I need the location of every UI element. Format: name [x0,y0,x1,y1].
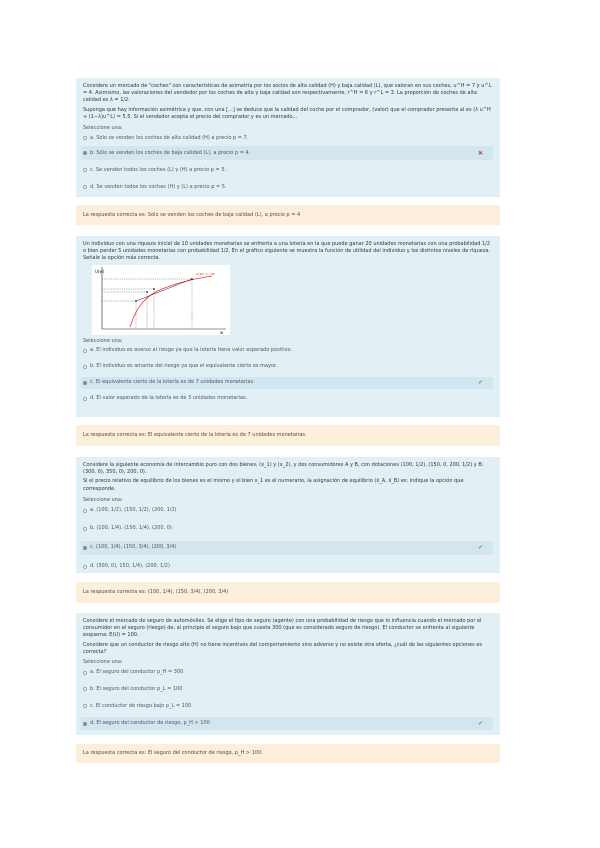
option-c[interactable] [83,163,493,177]
option-b[interactable] [83,522,493,536]
select-label: Seleccione una: [83,125,123,132]
question-3-stem-2: Si el precio relativo de equilibrio de los bienes es el mismo y el bien x_1 es el numerario, la asignación de equilibrio (x̄_A, x̄_B) es: indique la opción que corresponde. [83,478,464,492]
option-d[interactable] [83,393,493,405]
radio-button[interactable] [83,185,87,189]
correct-answer-text: La respuesta correcta es: El equivalente cierto de la lotería es de 7 unidades monetarias. [83,432,307,438]
utility-graph [92,265,230,335]
radio-button[interactable] [83,381,87,385]
option-a[interactable] [83,133,493,143]
incorrect-icon: ✖ [477,149,483,157]
curve-label: u(w) = √w [196,271,215,276]
option-d[interactable] [83,180,493,194]
x-axis-label: w [220,329,224,335]
radio-button[interactable] [83,365,87,369]
select-label: Seleccione una: [83,337,123,344]
lottery-chord [136,279,192,301]
correct-answer-text: La respuesta correcta es: El seguro del conductor de riesgo, p_H > 100. [83,750,263,756]
option-label: c. El conductor de riesgo bajo p_L = 100 [90,702,192,709]
correct-check-icon: ✔ [477,720,483,728]
correct-check-icon: ✔ [477,379,483,387]
radio-button[interactable] [83,565,87,569]
option-d[interactable] [83,560,493,574]
radio-button[interactable] [83,527,87,531]
radio-button[interactable] [83,151,87,155]
question-2-stem: Un individuo con una riqueza inicial de 10 unidades monetarias se enfrenta a una lotería en la que puede ganar 20 unidades monetarias con una probabilidad 1/2 o bien perder 5 unidades monetarias con probabilidad 1/2. En el gráfico siguiente se muestra la función de utilidad del individuo y los distintos niveles de riqueza. Señale la opción más correcta. [83,241,491,262]
option-label: c. El equivalente cierto de la lotería es de 7 unidades monetarias. [90,379,255,386]
option-b[interactable] [83,683,493,695]
option-label: a. Sólo se venden los coches de alta calidad (H) a precio p = 7. [90,134,249,141]
option-c[interactable] [81,377,493,389]
radio-button[interactable] [83,687,87,691]
question-2 [76,236,500,417]
select-label: Seleccione una: [83,496,123,503]
question-4-stem: Considere el mercado de seguro de automóviles. Se elige el tipo de seguro (agente) con una probabilidad de riesgo que lo influencia cuando el mercado por el consumidor en el seguro (riesgo) de, al principio el seguro bajo que cuesta 300 (que es considerado seguro de riesgo). El conductor se enfrenta al siguiente esquema: E(U) = 100. [83,618,482,639]
radio-button[interactable] [83,136,87,140]
option-c[interactable] [81,541,493,555]
option-label: c. Se venden todos los coches (L) y (H) a precio p = 5. [90,166,227,173]
option-label: d. Se venden todos los coches (H) y (L) a precio p = 5. [90,183,227,190]
question-3-feedback [76,582,500,603]
question-4-stem-2: Considere que un conductor de riesgo alto (H) no tiene incentivos del comportamiento sino adverso y no existe otra oferta, ¿cuál de las siguientes opciones es correcta? [83,641,482,655]
option-label: b. El seguro del conductor p_L = 100 [90,685,183,692]
option-label: c. (100, 1/4), (150, 3/4), (200, 3/4) [90,544,177,551]
option-b[interactable] [81,146,493,160]
option-d[interactable] [81,717,493,730]
option-a[interactable] [83,505,493,517]
question-1-feedback [76,205,500,225]
option-label: a. El individuo es averso al riesgo ya que la lotería tiene valor esperado positivo. [90,347,293,354]
radio-button[interactable] [83,546,87,550]
radio-button[interactable] [83,671,87,675]
question-1-stem: Considere un mercado de "coches" con características de asimetría por los socios de alta calidad (H) y baja calidad (L), que valoran en sus coches, u^H = 7 y u^L = 4. Asimismo, las valoraciones del vendedor por los coches de alta y baja calidad son respectivamente, r^H = 6 y r^L = 3. La proporción de coches de alta calidad es λ = 1/2. [83,83,492,104]
option-label: b. Sólo se venden los coches de baja calidad (L), a precio p = 4. [90,149,251,156]
select-label: Seleccione una: [83,659,123,666]
correct-check-icon: ✔ [477,544,483,552]
option-label: a. El seguro del conductor p_H = 300 [90,669,184,676]
correct-answer-text: La respuesta correcta es: Sólo se venden los coches de baja calidad (L), a precio p = 4 [83,211,301,218]
correct-answer-text: La respuesta correcta es: (100, 1/4), (150, 3/4), (200, 3/4) [83,589,229,595]
option-label: b. (100, 1/4), (150, 1/4), (200, 0) [90,525,172,532]
radio-button[interactable] [83,349,87,353]
option-a[interactable] [83,346,493,356]
radio-button[interactable] [83,397,87,401]
option-label: d. El seguro del conductor de riesgo, p_H > 100 [90,720,210,727]
option-a[interactable] [83,667,493,678]
utility-curve [130,276,212,327]
option-label: d. El valor esperado de la lotería es de 3 unidades monetarias. [90,395,248,402]
option-label: b. El individuo es amante del riesgo ya que el equivalente cierto es mayor. [90,363,278,370]
radio-button[interactable] [83,704,87,708]
question-2-feedback [76,425,500,446]
option-c[interactable] [83,700,493,712]
option-label: d. (300, 0), 150, 1/4), (200, 1/2) [90,563,170,570]
radio-button[interactable] [83,722,87,726]
radio-button[interactable] [83,168,87,172]
y-axis-label: U(w) [95,268,105,274]
question-1 [76,78,500,197]
question-4-feedback [76,744,500,763]
option-b[interactable] [83,361,493,373]
question-3 [76,457,500,573]
question-4 [76,613,500,735]
question-3-stem: Considere la siguiente economía de intercambio puro con dos bienes, (x_1) y (x_2), y dos consumidores A y B, con dotaciones (100, 1/2), (150, 0, 200, 1/2) y B: (300, 0), 350, 0), 200, 0). [83,462,484,476]
option-label: a. (100, 1/2), (150, 1/2), (200, 1/2) [90,507,177,514]
question-1-stem-2: Suponga que hay información asimétrica y que, con una [...] se deduce que la calidad del coche por el comprador, (valor) que el comprador presenta al es (λ u^H + (1−λ)u^L) = 5.5. Si el vendedor acepta el precio del comprador y es un mercado... [83,106,491,120]
radio-button[interactable] [83,509,87,513]
